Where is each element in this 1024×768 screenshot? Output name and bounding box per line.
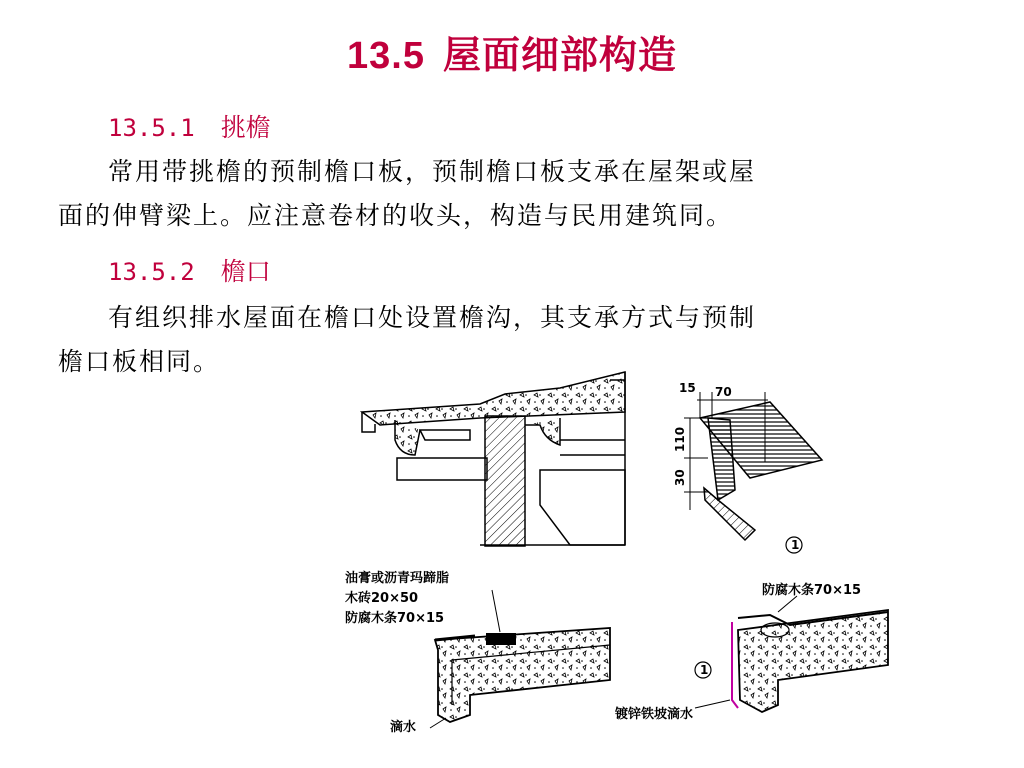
- label-galv-drip: 镀锌铁坡滴水: [615, 707, 694, 722]
- section-title-1: 挑檐: [220, 113, 271, 142]
- body-line: 有组织排水屋面在檐口处设置檐沟，其支承方式与预制: [108, 303, 757, 332]
- dim-30: 30: [673, 469, 687, 486]
- dim-70: 70: [715, 385, 732, 399]
- dim-110: 110: [673, 426, 687, 452]
- body-line: 面的伸臂梁上。应注意卷材的收头，构造与民用建筑同。: [58, 201, 734, 230]
- label-wood-strip-left: 防腐木条70×15: [345, 611, 445, 626]
- label-wood-strip-right: 防腐木条70×15: [762, 583, 862, 598]
- title-text: 屋面细部构造: [442, 33, 677, 77]
- detail-marker-label-right: 1: [700, 663, 709, 677]
- label-wood-brick: 木砖20×50: [345, 591, 419, 606]
- body-line: 檐口板相同。: [58, 347, 221, 376]
- eave-section-drawing: [362, 372, 625, 546]
- label-bitumen: 油膏或沥青玛蹄脂: [345, 571, 450, 586]
- section-title-2: 檐口: [220, 257, 271, 286]
- title-number: 13.5: [347, 35, 425, 77]
- gutter-detail-drawing: [673, 381, 822, 553]
- section-number-2: 13.5.2: [108, 258, 195, 286]
- dim-15: 15: [679, 381, 696, 395]
- section-number-1: 13.5.1: [108, 114, 195, 142]
- eave-slab-drawing-left: [345, 570, 610, 735]
- body-line: 常用带挑檐的预制檐口板，预制檐口板支承在屋架或屋: [108, 157, 757, 186]
- detail-marker-label: 1: [791, 538, 800, 552]
- eave-slab-drawing-right: [614, 582, 888, 722]
- label-drip: 滴水: [390, 720, 417, 735]
